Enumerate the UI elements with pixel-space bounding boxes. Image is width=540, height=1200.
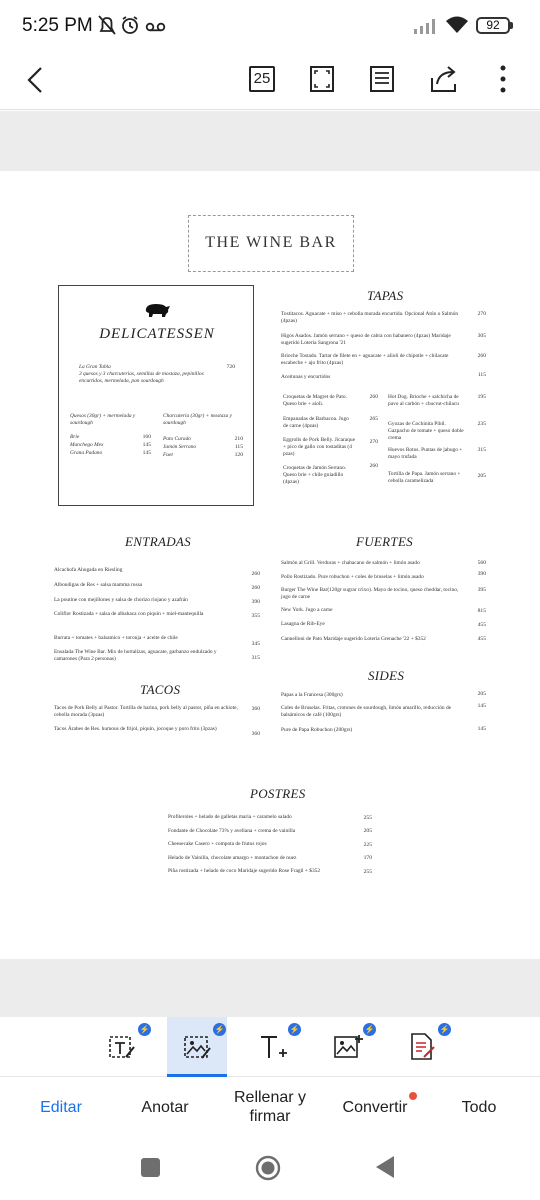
tab-fill-sign-line2: firmar [249, 1108, 291, 1125]
page-count-button[interactable]: 25 [249, 66, 275, 92]
sides-item: Papas a la Francesa (300grs) [281, 692, 343, 698]
tacos-item: Tacos de Pork Belly al Pastor. Tortilla de harina, pork belly al pastor, piña en achiote, cebolla morada (3pzas) [54, 705, 238, 718]
pig-icon [142, 302, 172, 318]
signal-icon [412, 17, 440, 35]
tapas-left-price: 260 [369, 394, 378, 400]
tapas-price: 305 [477, 333, 486, 339]
tapas-left-item: Croquetas de Magret de Pato. Queso brie + aioli. [283, 394, 347, 407]
tacos-title: TACOS [140, 682, 181, 697]
tapas-title: TAPAS [367, 288, 404, 303]
tab-edit[interactable]: Editar [40, 1099, 82, 1116]
reading-view-icon[interactable] [369, 65, 395, 93]
entradas-item: Ensalada The Wine Bar. Mix de hortalizas, aguacate, garbanzo endulzado y camarones (Para 2 personas) [54, 649, 217, 662]
bell-off-icon [99, 16, 115, 34]
postres-item: Piña rostizada + helado de coco Maridaje sugerido Rose Fragil + $352 [168, 868, 321, 874]
add-text-icon [258, 1033, 288, 1061]
tapas-item: Brioche Tostado. Tartar de filete en + aguacate + alioli de chipotle + chilacate escabeche + ajo frito (4pzas) [281, 353, 449, 366]
postres-title: POSTRES [250, 786, 306, 801]
voicemail-icon [147, 24, 165, 31]
tapas-price: 115 [477, 372, 486, 378]
status-time: 5:25 PM [22, 15, 93, 36]
fuertes-title: FUERTES [356, 534, 413, 549]
queso-price: 145 [142, 450, 151, 456]
add-text-tool[interactable] [242, 1017, 302, 1077]
share-icon[interactable] [429, 64, 461, 94]
premium-badge-icon: ⚡ [364, 1025, 375, 1034]
battery-tip [510, 22, 513, 29]
premium-badge-icon: ⚡ [439, 1025, 450, 1034]
quesos-heading: Quesos (30gr) + mermelada y sourdough [70, 413, 136, 426]
system-nav-bar [0, 1142, 540, 1200]
entradas-item: La poutine con mejillones y salsa de chorizo riojano y azafrán [54, 597, 188, 603]
charcuteria-price: 120 [234, 452, 243, 458]
queso-item: Brie [70, 434, 80, 440]
tapas-right-item: Hot Dog. Brioche + salchicha de pavo al carbón + chucrut-chilacu [388, 394, 459, 407]
premium-badge-icon: ⚡ [289, 1025, 300, 1034]
more-options-icon[interactable] [498, 65, 508, 95]
charcuteria-item: Fuet [163, 452, 173, 458]
tapas-right-price: 205 [477, 473, 486, 479]
add-image-tool[interactable] [317, 1017, 377, 1077]
fuertes-item: Salmón al Grill. Verduras + chabacano de salmón + limón asado [281, 560, 420, 566]
entradas-price: 390 [251, 599, 260, 605]
tacos-item: Tacos Árabes de Res. humous de frijol, piquín, jocoque y poro frito (3pzas) [54, 726, 217, 732]
gran-tabla-price: 720 [226, 364, 235, 370]
tapas-left-item: Croquetas de Jamón Serrano. Queso brie + chile guiadillo (4pzas) [283, 465, 347, 485]
postres-price: 255 [363, 869, 372, 875]
back-button[interactable] [374, 1155, 396, 1179]
tapas-left-item: Empanadas de Barbacoa. Jugo de carne (4pzas) [283, 416, 349, 429]
edit-tools-bar [0, 1017, 540, 1077]
fuertes-item: Pollo Rostizado. Pure robuchon + coles de bruselas + limón asado [281, 574, 424, 580]
charcuteria-item: Pato Curado [163, 436, 192, 442]
tapas-right-price: 235 [477, 421, 486, 427]
tab-annotate[interactable]: Anotar [141, 1099, 189, 1116]
entradas-item: Alcachofa Ahogada en Riesling [54, 567, 123, 573]
queso-price: 145 [142, 442, 151, 448]
tab-fill-sign-line1: Rellenar y [233, 1089, 307, 1106]
fuertes-item: Cannelloni de Pato Maridaje sugerido Loteria Grenache '22 + $352 [281, 636, 426, 642]
tapas-right-item: Huevos Rotos. Puntas de jabugo + mayo trufada [388, 447, 463, 460]
tapas-price: 260 [477, 353, 486, 359]
deli-title: DELICATESSEN [99, 326, 215, 342]
sides-price: 205 [477, 691, 486, 697]
tapas-right-item: Gyozas de Cochinita Pibil. Gazpacho de tomate + queso doble crema [388, 421, 464, 441]
edit-image-tool[interactable] [167, 1017, 227, 1077]
document-viewer[interactable] [0, 111, 540, 1017]
tapas-item: Aceitunas y encurtidos [281, 374, 331, 380]
postres-item: Helado de Vainilla, chocolate amargo + montachon de nuez [168, 855, 297, 861]
notification-dot [409, 1092, 417, 1100]
deli-box [58, 285, 254, 506]
fuertes-price: 390 [477, 571, 486, 577]
fuertes-price: 455 [477, 622, 486, 628]
sides-price: 145 [477, 726, 486, 732]
entradas-item: Albondigas de Res + salsa mamma rossa [54, 582, 143, 588]
entradas-price: 345 [251, 641, 260, 647]
tapas-item: Higos Asados. Jamón serrano + queso de cabra con habanero (4pzas) Maridaje sugerido Loteria Sangrona '21 [281, 333, 451, 346]
wifi-icon [445, 15, 469, 35]
fuertes-price: 455 [477, 636, 486, 642]
fuertes-price: 815 [477, 608, 486, 614]
tapas-right-item: Tortilla de Papa. Jamón serrano + cebolla caramelizada [388, 471, 461, 484]
recents-button[interactable] [141, 1158, 160, 1177]
fuertes-item: Lasagna de Rib-Eye [281, 621, 325, 627]
charcuteria-heading: Charcuteria (30gr) + mostaza y sourdough [163, 413, 233, 426]
sides-title: SIDES [368, 668, 405, 683]
sides-price: 145 [477, 703, 486, 709]
tapas-left-price: 260 [369, 463, 378, 469]
tapas-item: Tostitacos. Aguacate + miso + cebolla morada encurtida. Opcional Atún o Salmón (4pzas) [281, 311, 459, 324]
tab-convert[interactable]: Convertir [342, 1099, 408, 1116]
tapas-left-item: Eggrolls de Pork Belly. Jícaraque + pico de gallo con tostaditas (4 pzas) [283, 437, 355, 457]
postres-item: Cheesecake Casero + compota de frutos rojos [168, 841, 267, 847]
premium-badge-icon: ⚡ [139, 1025, 150, 1034]
tab-fill-sign[interactable] [225, 1088, 315, 1126]
entradas-item: Burrata + tomates + balsamico + toronja + aceite de chile [54, 635, 178, 641]
gran-tabla-name: La Gran Tabla [79, 364, 111, 370]
charcuteria-price: 115 [234, 444, 243, 450]
tapas-left-price: 265 [369, 416, 378, 422]
home-button[interactable] [254, 1154, 282, 1182]
edit-document-tool[interactable] [392, 1017, 452, 1077]
tapas-left-price: 270 [369, 439, 378, 445]
battery-icon: 92 [476, 17, 510, 34]
alarm-icon [123, 17, 137, 33]
notification-icons [98, 15, 168, 37]
document-edit-icon [408, 1031, 438, 1061]
menu-title: THE WINE BAR [205, 234, 337, 251]
edit-text-tool[interactable] [92, 1017, 152, 1077]
postres-item: Fondante de Chocolate 73% y avellana + crema de vainilla [168, 828, 296, 834]
document-page [0, 171, 540, 959]
queso-item: Grana Padano [70, 450, 103, 456]
fuertes-price: 395 [477, 587, 486, 593]
sides-item: Coles de Bruselas. Fritas, crotones de sourdough, limón amarillo, reducción de balsámicos de café (100grs) [281, 705, 452, 718]
charcuteria-item: Jamón Serrano [163, 444, 197, 450]
queso-price: 160 [142, 434, 151, 440]
entradas-price: 315 [251, 655, 260, 661]
bottom-tabs [0, 1078, 540, 1142]
tapas-price: 270 [477, 311, 486, 317]
entradas-price: 355 [251, 613, 260, 619]
postres-price: 255 [363, 815, 372, 821]
add-image-icon [333, 1033, 363, 1061]
text-box-edit-icon [108, 1033, 136, 1061]
fullscreen-icon[interactable] [309, 65, 335, 93]
tapas-right-price: 315 [477, 447, 486, 453]
image-edit-icon [183, 1033, 211, 1061]
entradas-item: Coliflor Rostizada + salsa de albahaca con piquín + miel-mantequilla [54, 611, 204, 617]
fuertes-price: 560 [477, 560, 486, 566]
status-bar [0, 0, 540, 52]
tapas-right-price: 195 [477, 394, 486, 400]
charcuteria-price: 210 [234, 436, 243, 442]
queso-item: Manchego Mex [70, 442, 104, 448]
fuertes-item: Burger The Wine Bar(120gr sugrar crixo). Mayo de tocino, queso cheddar, tocino, jugo de carne [281, 587, 459, 600]
entradas-price: 260 [251, 571, 260, 577]
tab-all[interactable]: Todo [461, 1099, 497, 1116]
postres-price: 170 [363, 855, 372, 861]
entradas-title: ENTRADAS [125, 534, 191, 549]
gran-tabla-desc: 3 quesos y 3 charcuterias, semillas de mostaza, pepinillos encurtidos, mermelada, pan sourdough [79, 371, 204, 384]
postres-price: 205 [363, 828, 372, 834]
sides-item: Pure de Papa Robuchon (200grs) [281, 727, 353, 733]
top-toolbar [0, 52, 540, 110]
entradas-price: 260 [251, 585, 260, 591]
postres-price: 225 [363, 842, 372, 848]
tacos-price: 360 [251, 706, 260, 712]
postres-item: Profiteroles + helado de galletas maria + caramelo salado [168, 814, 292, 820]
fuertes-item: New York. Jugo a carne [281, 607, 333, 613]
tacos-price: 360 [251, 731, 260, 737]
back-arrow-icon[interactable] [24, 66, 48, 94]
premium-badge-icon: ⚡ [214, 1025, 225, 1034]
